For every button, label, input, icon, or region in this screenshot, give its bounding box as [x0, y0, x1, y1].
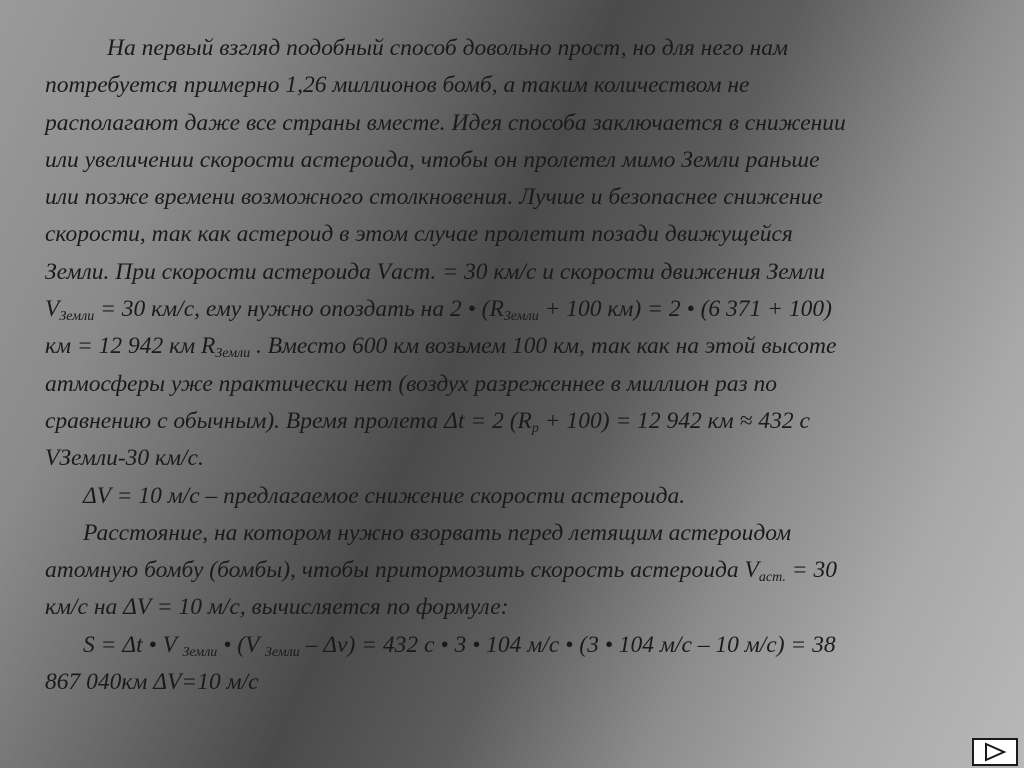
p1-line-2: потребуется примерно 1,26 миллионов бомб, а таким количеством не [45, 72, 750, 99]
p4-line-1-sub-2: Земли [264, 644, 300, 660]
p4-line-1 [83, 632, 836, 658]
p4-line-1-a: S = Δt • V [83, 631, 183, 658]
p1-line-11-a: сравнению с обычным). Время пролета Δt = 2 (R [45, 407, 532, 434]
p1-line-8-b: = 30 км/с, ему нужно опоздать на 2 • (R [94, 296, 504, 323]
p1-line-8-a: V [45, 296, 60, 323]
p1-line-6: скорости, так как астероид в этом случае пролетит позади движущейся [45, 221, 793, 248]
p1-line-12: VЗемли-30 км/с. [45, 445, 204, 472]
p1-line-1: На первый взгляд подобный способ довольно прост, но для него нам [107, 35, 788, 61]
p1-line-9-b: . Вместо 600 км возьмем 100 км, так как на этой высоте [250, 333, 837, 360]
next-slide-button[interactable] [972, 738, 1018, 766]
p3-line-2 [45, 557, 838, 586]
p4-line-2: 867 040км ΔV=10 м/с [45, 669, 259, 696]
play-triangle-icon [983, 742, 1007, 762]
p1-line-11-sub: p [531, 420, 539, 436]
p3-line-1: Расстояние, на котором нужно взорвать перед летящим астероидом [83, 519, 792, 546]
p1-line-9-sub: Земли [215, 346, 251, 362]
paragraph-2: ΔV = 10 м/с – предлагаемое снижение скорости астероида. [83, 482, 686, 509]
p1-line-11 [45, 408, 810, 434]
p1-line-9 [45, 333, 837, 362]
p1-line-11-b: + 100) = 12 942 км ≈ 432 с [538, 407, 810, 434]
p1-line-4: или увеличении скорости астероида, чтобы он пролетел мимо Земли раньше [45, 146, 820, 173]
p1-line-8 [45, 296, 832, 325]
p3-line-2-b: = 30 [785, 557, 838, 584]
p1-line-8-sub-2: Земли [503, 309, 539, 325]
p3-line-2-a: атомную бомбу (бомбы), чтобы притормозить скорость астероида V [45, 557, 759, 584]
p4-line-1-c: – Δv) = 432 с • 3 • 104 м/с • (3 • 104 м/с – 10 м/с) = 38 [299, 631, 836, 658]
paragraph-1 [45, 30, 975, 478]
p3-line-2-sub: аст. [758, 570, 786, 586]
p1-line-8-sub-1: Земли [59, 309, 95, 325]
p4-line-1-b: • (V [217, 631, 265, 658]
p1-line-3: располагают даже все страны вместе. Идея способа заключается в снижении [45, 109, 846, 136]
p1-line-7: Земли. При скорости астероида Vаст. = 30 км/с и скорости движения Земли [45, 258, 826, 285]
p4-line-1-sub-1: Земли [182, 644, 218, 660]
slide-text [45, 30, 975, 701]
p1-line-5: или позже времени возможного столкновения. Лучше и безопаснее снижение [45, 184, 823, 211]
paragraph-3 [45, 515, 975, 627]
p1-line-8-c: + 100 км) = 2 • (6 371 + 100) [538, 296, 832, 323]
p3-line-3: км/с на ΔV = 10 м/с, вычисляется по формуле: [45, 594, 509, 621]
p1-line-9-a: км = 12 942 км R [45, 333, 216, 360]
p1-line-10: атмосферы уже практически нет (воздух разреженнее в миллион раз по [45, 370, 778, 397]
paragraph-4 [45, 627, 975, 702]
